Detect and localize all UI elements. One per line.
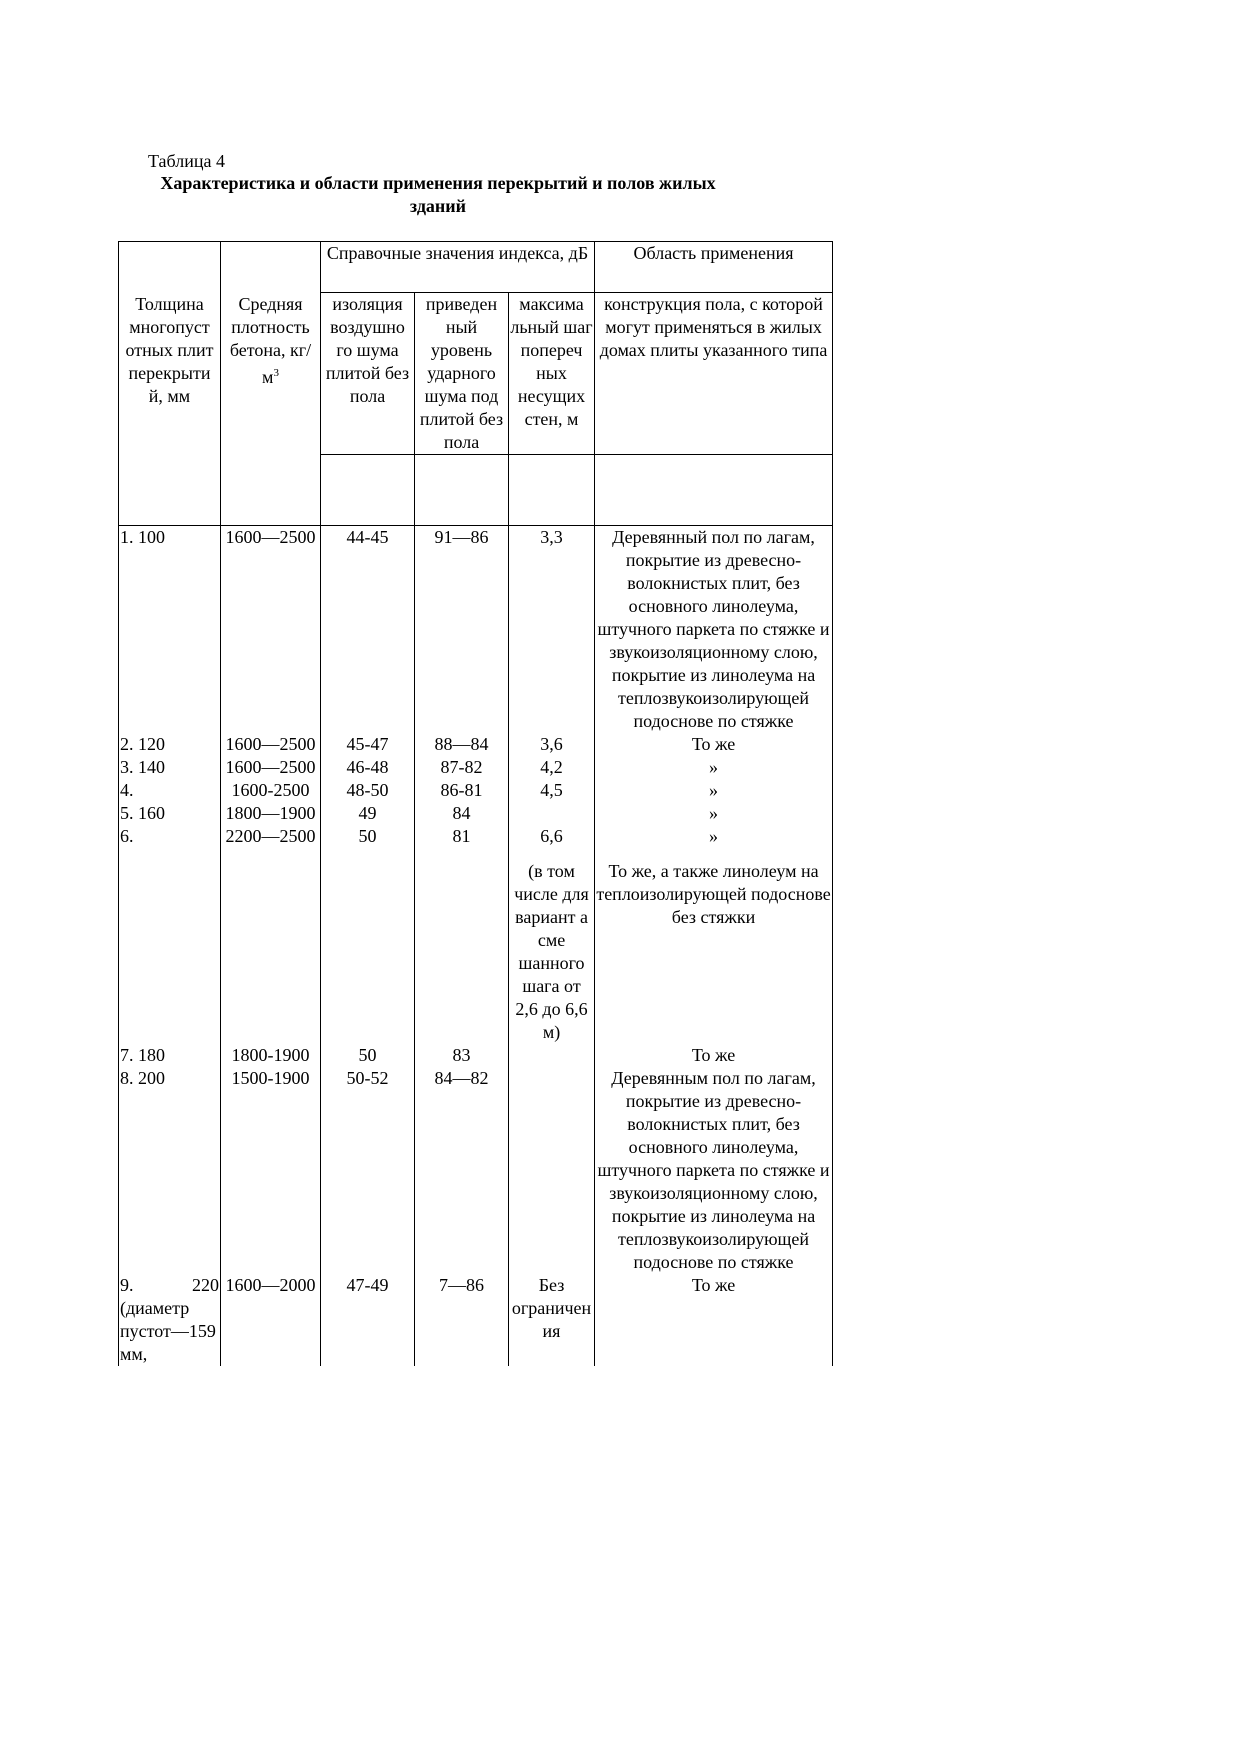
cell-impact: 7—86 <box>415 1274 509 1366</box>
cell-impact: 91—86 <box>415 525 509 733</box>
cell-span: Без ограничения <box>509 1274 595 1366</box>
cell-density: 1800—1900 <box>221 802 321 825</box>
page-title <box>118 172 758 218</box>
cell-span: 4,2 <box>509 756 595 779</box>
table-row <box>119 779 833 802</box>
cell-impact: 88—84 <box>415 733 509 756</box>
cell-density: 1600—2500 <box>221 756 321 779</box>
header-density <box>221 293 321 455</box>
cell-impact: 86-81 <box>415 779 509 802</box>
cell-thickness: 5. 160 <box>119 802 221 825</box>
table-row <box>119 525 833 733</box>
cell-density: 1800-1900 <box>221 1044 321 1067</box>
cell-impact: 84—82 <box>415 1067 509 1274</box>
title-line-1: Характеристика и области применения перекрытий и полов жилых <box>160 173 716 193</box>
cell-density <box>221 848 321 1044</box>
cell-impact: 87-82 <box>415 756 509 779</box>
header-row-group <box>119 242 833 293</box>
header-blank-2 <box>221 242 321 293</box>
header-spacer-1 <box>119 455 221 526</box>
cell-floor: То же <box>595 733 833 756</box>
header-max-span: максима льный шаг попереч ных несущих стен, м <box>509 293 595 455</box>
cell-floor: » <box>595 779 833 802</box>
cell-floor: Деревянным пол по лагам, покрытие из древесно-волокнистых плит, без основного линолеума, штучного паркета по стяжке и звукоизоляционному слою, покрытие из линолеума на теплозвукоизолирующей подоснове по стяжке <box>595 1067 833 1274</box>
header-spacer-2 <box>221 455 321 526</box>
header-spacer-3 <box>321 455 415 526</box>
header-spacer-row <box>119 455 833 526</box>
header-spacer-5 <box>509 455 595 526</box>
table-row <box>119 1044 833 1067</box>
cell-density: 1600-2500 <box>221 779 321 802</box>
cell-airborne: 46-48 <box>321 756 415 779</box>
cell-floor: То же <box>595 1044 833 1067</box>
cell-impact: 84 <box>415 802 509 825</box>
cell-floor: » <box>595 825 833 848</box>
header-spacer-4 <box>415 455 509 526</box>
cell-span <box>509 1067 595 1274</box>
cell-airborne: 45-47 <box>321 733 415 756</box>
cell-thickness: 2. 120 <box>119 733 221 756</box>
table-row <box>119 802 833 825</box>
cell-floor: То же <box>595 1274 833 1366</box>
cell-airborne: 48-50 <box>321 779 415 802</box>
cell-airborne <box>321 848 415 1044</box>
cell-span <box>509 802 595 825</box>
cell-floor: Деревянный пол по лагам, покрытие из древесно-волокнистых плит, без основного линолеума, штучного паркета по стяжке и звукоизоляционному слою, покрытие из линолеума на теплозвукоизолирующей подоснове по стяжке <box>595 525 833 733</box>
cell-impact: 81 <box>415 825 509 848</box>
cell-thickness: 3. 140 <box>119 756 221 779</box>
cell-thickness: 8. 200 <box>119 1067 221 1274</box>
cell-floor: » <box>595 802 833 825</box>
cell-airborne: 49 <box>321 802 415 825</box>
cell-airborne: 50 <box>321 1044 415 1067</box>
cell-thickness <box>119 848 221 1044</box>
cell-impact: 83 <box>415 1044 509 1067</box>
header-impact-noise: приведен ный уровень ударного шума под плитой без пола <box>415 293 509 455</box>
cell-thickness: 1. 100 <box>119 525 221 733</box>
cell-thickness: 6. <box>119 825 221 848</box>
cell-span: (в том числе для вариант а сме шанного шага от 2,6 до 6,6 м) <box>509 848 595 1044</box>
cell-airborne: 47-49 <box>321 1274 415 1366</box>
cell-floor: » <box>595 756 833 779</box>
cell-span: 3,3 <box>509 525 595 733</box>
header-blank-1 <box>119 242 221 293</box>
cell-span: 4,5 <box>509 779 595 802</box>
cell-span: 3,6 <box>509 733 595 756</box>
cell-airborne: 44-45 <box>321 525 415 733</box>
title-line-2: зданий <box>409 196 467 216</box>
table-caption: Таблица 4 <box>148 151 225 171</box>
cell-airborne: 50-52 <box>321 1067 415 1274</box>
table-row <box>119 848 833 1044</box>
header-ref-values: Справочные значения индекса, дБ <box>321 242 595 293</box>
table-row <box>119 756 833 779</box>
characteristics-table <box>118 241 833 1366</box>
header-floor-construction: конструкция пола, с которой могут применяться в жилых домах плиты указанного типа <box>595 293 833 455</box>
cell-thickness: 7. 180 <box>119 1044 221 1067</box>
header-thickness: Толщина многопуст отных плит перекрыти й, мм <box>119 293 221 455</box>
header-application: Область применения <box>595 242 833 293</box>
cell-density: 1500-1900 <box>221 1067 321 1274</box>
table-row <box>119 1067 833 1274</box>
cell-span <box>509 1044 595 1067</box>
cell-impact <box>415 848 509 1044</box>
table-row <box>119 733 833 756</box>
header-density-text: Средняя плотность бетона, $кг/м^3$ <box>229 293 312 387</box>
cell-floor: То же, а также линолеум на теплоизолирующей подоснове без стяжки <box>595 848 833 1044</box>
cell-density: 1600—2500 <box>221 733 321 756</box>
table-row <box>119 1274 833 1366</box>
cell-density: 2200—2500 <box>221 825 321 848</box>
cell-density: 1600—2000 <box>221 1274 321 1366</box>
cell-thickness: 4. <box>119 779 221 802</box>
header-airborne-noise: изоляция воздушно го шума плитой без пола <box>321 293 415 455</box>
header-row-columns <box>119 293 833 455</box>
cell-density: 1600—2500 <box>221 525 321 733</box>
cell-span: 6,6 <box>509 825 595 848</box>
table-row <box>119 825 833 848</box>
cell-airborne: 50 <box>321 825 415 848</box>
cell-thickness: 9. 220 (диаметр пустот—159 мм, <box>120 1274 219 1364</box>
header-spacer-6 <box>595 455 833 526</box>
